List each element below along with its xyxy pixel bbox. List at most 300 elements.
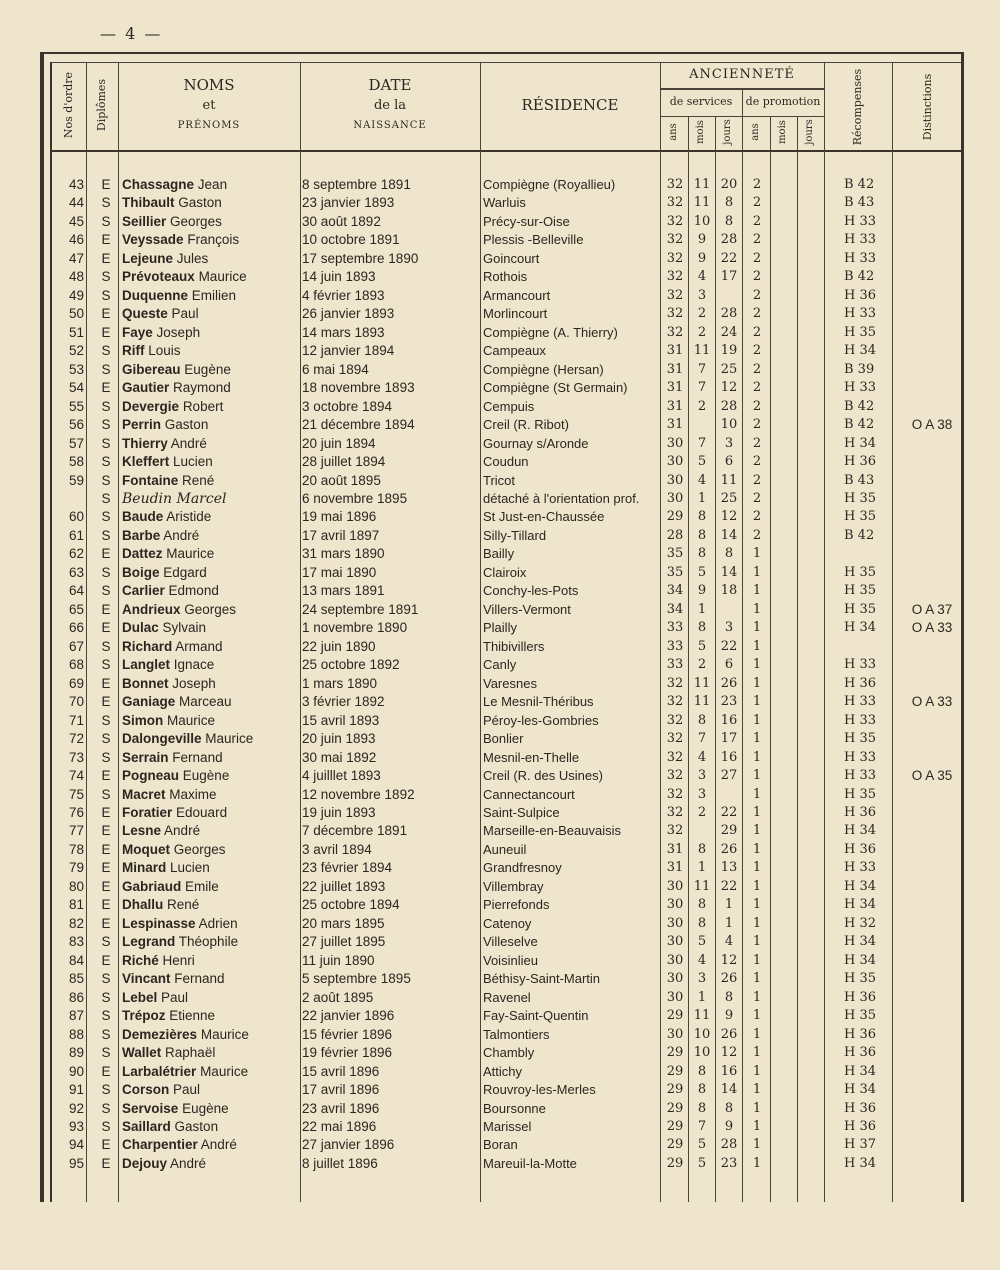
row-diplome: E (101, 306, 111, 322)
row-services-ans: 30 (666, 1026, 684, 1042)
row-surname: Dhallu (122, 897, 164, 913)
table-row (0, 490, 1000, 508)
row-firstname: André (170, 1155, 207, 1171)
row-promotion-ans: 1 (752, 1137, 762, 1153)
row-firstname: Adrien (198, 915, 238, 931)
row-promotion-ans: 1 (752, 1026, 762, 1042)
table-row (0, 767, 1000, 785)
row-promotion-ans: 1 (752, 1063, 762, 1079)
row-number: 68 (68, 657, 84, 673)
row-firstname: Georges (170, 213, 222, 229)
row-services-jours: 28 (720, 1137, 738, 1153)
row-services-mois: 2 (697, 324, 707, 340)
row-number: 59 (68, 472, 84, 488)
header-date-de-la: de la (373, 98, 407, 113)
row-surname: Pogneau (122, 768, 180, 784)
row-diplome: S (101, 583, 111, 599)
header-noms: NOMS (183, 76, 235, 94)
row-services-ans: 32 (666, 195, 684, 211)
row-residence: Marseille-en-Beauvaisis (483, 823, 621, 839)
table-row (0, 675, 1000, 693)
row-diplome: E (101, 232, 111, 248)
table-row (0, 398, 1000, 416)
row-birth-date: 11 juin 1890 (302, 952, 375, 968)
row-diplome: S (101, 417, 111, 433)
row-number: 75 (68, 786, 84, 802)
row-diplome: E (101, 841, 111, 857)
row-promotion-ans: 1 (752, 601, 762, 617)
row-services-mois: 7 (697, 380, 707, 396)
row-name (122, 859, 300, 877)
row-services-jours: 1 (724, 897, 734, 913)
row-services-mois: 5 (697, 1137, 707, 1153)
row-services-mois: 9 (697, 232, 707, 248)
row-recompense: H 33 (844, 232, 877, 248)
row-firstname: Paul (173, 1082, 201, 1098)
row-services-mois: 1 (697, 490, 707, 506)
row-services-jours: 4 (724, 934, 734, 950)
row-services-ans: 31 (666, 417, 684, 433)
row-firstname: Ignace (173, 657, 215, 673)
row-name (122, 324, 300, 342)
row-services-jours: 19 (720, 343, 738, 359)
row-promotion-ans: 1 (752, 989, 762, 1005)
header-mois-services: mois (695, 120, 706, 144)
row-number: 92 (68, 1100, 84, 1116)
row-residence: St Just-en-Chaussée (483, 509, 605, 525)
header-noms-et: et (202, 98, 216, 113)
row-surname: Andrieux (122, 601, 181, 617)
row-name (122, 601, 300, 619)
row-residence: Cannectancourt (483, 786, 575, 802)
row-services-mois: 8 (697, 1100, 707, 1116)
row-number: 56 (68, 417, 84, 433)
row-recompense: H 33 (844, 860, 877, 876)
row-recompense: H 36 (844, 287, 877, 303)
row-services-jours: 25 (720, 361, 738, 377)
row-services-jours: 8 (724, 195, 734, 211)
header-ans-services: ans (668, 123, 679, 141)
row-residence: Cempuis (483, 398, 535, 414)
row-surname: Riché (122, 952, 159, 968)
row-surname: Ganiage (122, 694, 176, 710)
row-promotion-ans: 2 (752, 361, 762, 377)
row-services-mois: 10 (693, 213, 711, 229)
row-recompense: B 42 (844, 527, 875, 543)
row-birth-date: 17 septembre 1890 (302, 250, 419, 266)
row-birth-date: 20 mars 1895 (302, 915, 385, 931)
row-services-jours: 22 (720, 250, 738, 266)
row-birth-date: 6 novembre 1895 (302, 490, 408, 506)
row-residence: Gournay s/Aronde (483, 435, 589, 451)
row-firstname: Georges (173, 841, 226, 857)
row-firstname: Maurice (167, 712, 216, 728)
table-row (0, 324, 1000, 342)
row-promotion-ans: 1 (752, 1045, 762, 1061)
row-services-mois: 2 (697, 306, 707, 322)
table-row (0, 638, 1000, 656)
row-birth-date: 3 avril 1894 (302, 841, 372, 857)
row-birth-date: 17 avril 1897 (302, 527, 380, 543)
row-residence: Bailly (483, 546, 515, 562)
row-recompense: H 36 (844, 1100, 877, 1116)
row-services-mois: 5 (697, 1155, 707, 1171)
row-services-mois: 8 (697, 841, 707, 857)
row-firstname: Jules (176, 250, 209, 266)
row-surname: Serrain (122, 749, 169, 765)
row-diplome: E (101, 1137, 111, 1153)
row-birth-date: 20 juin 1893 (302, 731, 376, 747)
header-de-services: de services (669, 95, 733, 108)
row-surname: Wallet (122, 1045, 162, 1061)
row-name (122, 398, 300, 416)
row-services-jours: 26 (720, 675, 738, 691)
header-ans-promotion: ans (750, 123, 761, 141)
row-services-ans: 28 (666, 527, 684, 543)
row-services-jours: 16 (720, 1063, 738, 1079)
row-services-ans: 32 (666, 804, 684, 820)
row-residence: Ravenel (483, 989, 531, 1005)
row-recompense: H 33 (844, 213, 877, 229)
row-surname: Legrand (122, 934, 176, 950)
row-diplome: E (101, 1155, 111, 1171)
row-surname: Dattez (122, 546, 163, 562)
row-surname: Prévoteaux (122, 269, 195, 285)
row-name (122, 878, 300, 896)
row-recompense: H 34 (844, 435, 877, 451)
row-services-jours: 16 (720, 712, 738, 728)
row-services-ans: 30 (666, 454, 684, 470)
row-firstname: Eugène (182, 1100, 229, 1116)
row-diplome: E (101, 177, 111, 192)
row-number: 70 (68, 694, 84, 710)
row-residence: Béthisy-Saint-Martin (483, 971, 601, 987)
row-firstname: Robert (182, 398, 224, 414)
row-diplome: E (101, 768, 111, 784)
row-services-mois: 8 (697, 712, 707, 728)
row-services-ans: 30 (666, 878, 684, 894)
row-promotion-ans: 1 (752, 823, 762, 839)
row-services-mois: 2 (697, 804, 707, 820)
row-birth-date: 19 mai 1896 (302, 509, 377, 525)
table-row (0, 231, 1000, 249)
row-recompense: H 35 (844, 583, 877, 599)
row-promotion-ans: 2 (752, 509, 762, 525)
row-surname: Gibereau (122, 361, 181, 377)
table-row (0, 878, 1000, 896)
row-residence: Bonlier (483, 731, 524, 747)
row-services-mois: 5 (697, 564, 707, 580)
row-promotion-ans: 1 (752, 712, 762, 728)
row-firstname: Joseph (156, 324, 201, 340)
row-diplome: S (101, 361, 111, 377)
row-services-ans: 30 (666, 934, 684, 950)
row-services-jours: 3 (724, 435, 734, 451)
row-diplome: S (101, 472, 111, 488)
row-number: 94 (68, 1137, 84, 1153)
row-birth-date: 14 mars 1893 (302, 324, 385, 340)
row-services-ans: 31 (666, 361, 684, 377)
row-number: 54 (68, 380, 84, 396)
row-services-ans: 29 (666, 509, 684, 525)
header-prenoms: PRÉNOMS (177, 120, 241, 131)
row-surname: Barbe (122, 527, 161, 543)
row-promotion-ans: 2 (752, 454, 762, 470)
row-firstname: Edmond (168, 583, 219, 599)
row-surname: Thierry (122, 435, 168, 451)
row-promotion-ans: 2 (752, 472, 762, 488)
row-services-mois: 5 (697, 454, 707, 470)
row-number: 49 (68, 287, 84, 303)
row-surname: Macret (122, 786, 166, 802)
row-promotion-ans: 1 (752, 860, 762, 876)
row-name (122, 804, 300, 822)
row-surname: Minard (122, 860, 167, 876)
row-residence: Armancourt (483, 287, 551, 303)
row-number: 65 (68, 601, 84, 617)
row-services-ans: 33 (666, 638, 684, 654)
row-services-mois: 4 (697, 472, 707, 488)
row-firstname: Maurice (205, 731, 254, 747)
row-services-ans: 32 (666, 823, 684, 839)
row-recompense: H 33 (844, 380, 877, 396)
row-birth-date: 14 juin 1893 (302, 269, 376, 285)
row-surname: Trépoz (122, 1008, 166, 1024)
row-name (122, 435, 300, 453)
row-services-ans: 34 (666, 583, 684, 599)
row-recompense: B 43 (844, 195, 875, 211)
row-surname: Devergie (122, 398, 180, 414)
row-services-mois: 8 (697, 897, 707, 913)
row-birth-date: 22 mai 1896 (302, 1118, 377, 1134)
row-services-ans: 31 (666, 380, 684, 396)
row-residence: Voisinlieu (483, 952, 538, 968)
row-diplome: E (101, 915, 111, 931)
row-diplome: S (101, 1100, 111, 1116)
row-diplome: E (101, 897, 111, 913)
row-services-ans: 29 (666, 1137, 684, 1153)
row-name (122, 786, 300, 804)
table-row (0, 508, 1000, 526)
row-surname: Duquenne (122, 287, 188, 303)
table-row (0, 749, 1000, 767)
row-number: 74 (68, 768, 84, 784)
row-firstname: Henri (162, 952, 195, 968)
row-firstname: Lucien (173, 454, 213, 470)
row-diplome: S (101, 1026, 111, 1042)
row-number: 91 (68, 1082, 84, 1098)
row-distinction: O A 35 (911, 768, 953, 784)
row-surname: Veyssade (122, 232, 184, 248)
row-birth-date: 30 août 1892 (302, 213, 381, 229)
row-services-jours: 12 (720, 509, 738, 525)
row-number: 93 (68, 1118, 84, 1134)
row-name (122, 1007, 300, 1025)
row-firstname: Maurice (200, 1063, 249, 1079)
row-surname: Seillier (122, 213, 167, 229)
header-mois-promotion: mois (777, 120, 788, 144)
row-number: 78 (68, 841, 84, 857)
row-promotion-ans: 1 (752, 934, 762, 950)
row-name (122, 582, 300, 600)
row-recompense: H 34 (844, 1063, 877, 1079)
row-number: 86 (68, 989, 84, 1005)
row-services-jours: 6 (724, 657, 734, 673)
row-residence: Boran (483, 1137, 518, 1153)
row-recompense: H 33 (844, 250, 877, 266)
row-surname: Lespinasse (122, 915, 196, 931)
row-promotion-ans: 2 (752, 324, 762, 340)
row-recompense: H 35 (844, 490, 877, 506)
row-services-mois: 8 (697, 620, 707, 636)
row-number: 48 (68, 269, 84, 285)
row-birth-date: 22 juillet 1893 (302, 878, 386, 894)
row-birth-date: 21 décembre 1894 (302, 417, 415, 433)
anciennete-sub-rule (660, 116, 824, 117)
row-surname: Gautier (122, 380, 170, 396)
row-residence: Compiègne (Royallieu) (483, 177, 616, 192)
row-birth-date: 20 juin 1894 (302, 435, 376, 451)
row-recompense: H 33 (844, 712, 877, 728)
row-services-jours: 26 (720, 971, 738, 987)
row-diplome: S (101, 971, 111, 987)
row-birth-date: 4 février 1893 (302, 287, 385, 303)
row-recompense: H 34 (844, 343, 877, 359)
table-row (0, 1081, 1000, 1099)
row-surname: Dejouy (122, 1155, 168, 1171)
header-de-promotion: de promotion (745, 95, 821, 108)
row-name (122, 231, 300, 249)
row-name (122, 933, 300, 951)
row-name (122, 545, 300, 563)
row-diplome: S (101, 712, 111, 728)
row-firstname: Georges (184, 601, 237, 617)
row-surname: Vincant (122, 971, 171, 987)
row-birth-date: 13 mars 1891 (302, 583, 385, 599)
header-jours-promotion: jours (804, 119, 815, 145)
row-diplome: S (101, 454, 111, 470)
row-services-jours: 12 (720, 380, 738, 396)
row-name (122, 453, 300, 471)
row-firstname: Gaston (178, 195, 222, 211)
row-name (122, 379, 300, 397)
row-promotion-ans: 2 (752, 177, 762, 192)
row-number: 64 (68, 583, 84, 599)
row-services-jours: 9 (724, 1118, 734, 1134)
row-recompense: H 35 (844, 564, 877, 580)
row-firstname: Louis (148, 343, 181, 359)
row-services-ans: 29 (666, 1100, 684, 1116)
row-services-mois: 1 (697, 601, 707, 617)
row-number: 83 (68, 934, 84, 950)
row-name (122, 1026, 300, 1044)
row-recompense: H 35 (844, 1008, 877, 1024)
row-promotion-ans: 1 (752, 583, 762, 599)
row-birth-date: 23 janvier 1893 (302, 195, 395, 211)
row-firstname: Fernand (174, 971, 225, 987)
row-birth-date: 25 octobre 1892 (302, 657, 400, 673)
row-surname: Richard (122, 638, 173, 654)
row-number: 67 (68, 638, 84, 654)
row-number: 51 (68, 324, 84, 340)
table-row (0, 305, 1000, 323)
row-firstname: Gaston (174, 1118, 219, 1134)
table-row (0, 582, 1000, 600)
row-services-jours: 28 (720, 398, 738, 414)
row-services-mois: 3 (697, 768, 707, 784)
row-residence: Goincourt (483, 250, 540, 266)
row-diplome: S (101, 527, 111, 543)
row-promotion-ans: 1 (752, 1082, 762, 1098)
row-surname: Kleffert (122, 454, 170, 470)
row-surname: Fontaine (122, 472, 179, 488)
row-services-jours: 14 (720, 564, 738, 580)
row-services-mois: 2 (697, 398, 707, 414)
row-services-jours: 17 (720, 269, 738, 285)
row-birth-date: 26 janvier 1893 (302, 306, 395, 322)
row-firstname: Emilien (191, 287, 237, 303)
row-services-ans: 30 (666, 472, 684, 488)
row-surname: Chassagne (122, 177, 195, 192)
row-birth-date: 7 décembre 1891 (302, 823, 408, 839)
row-birth-date: 30 mai 1892 (302, 749, 377, 765)
row-diplome: S (101, 509, 111, 525)
row-name (122, 749, 300, 767)
table-row (0, 970, 1000, 988)
row-diplome: S (101, 213, 111, 229)
row-services-ans: 32 (666, 232, 684, 248)
row-name (122, 896, 300, 914)
row-name (122, 213, 300, 231)
row-diplome: S (101, 195, 111, 211)
row-firstname: André (200, 1137, 237, 1153)
row-residence: Mareuil-la-Motte (483, 1155, 577, 1171)
row-recompense: H 34 (844, 952, 877, 968)
row-services-jours: 29 (720, 823, 738, 839)
row-birth-date: 4 juilllet 1893 (302, 768, 381, 784)
row-services-mois: 3 (697, 971, 707, 987)
row-residence: Morlincourt (483, 306, 548, 322)
row-surname: Simon (122, 712, 164, 728)
row-services-ans: 33 (666, 620, 684, 636)
row-surname: Gabriaud (122, 878, 182, 894)
row-recompense: H 34 (844, 823, 877, 839)
row-services-jours: 20 (720, 177, 738, 192)
row-number: 88 (68, 1026, 84, 1042)
row-promotion-ans: 1 (752, 731, 762, 747)
row-birth-date: 22 juin 1890 (302, 638, 376, 654)
row-firstname: Aristide (166, 509, 212, 525)
row-birth-date: 12 janvier 1894 (302, 343, 395, 359)
row-birth-date: 19 juin 1893 (302, 804, 376, 820)
row-services-ans: 32 (666, 675, 684, 691)
row-residence: Villeselve (483, 934, 538, 950)
row-recompense: H 34 (844, 878, 877, 894)
row-firstname: André (163, 527, 200, 543)
row-surname: Demezières (122, 1026, 198, 1042)
row-name (122, 472, 300, 490)
row-firstname: Etienne (169, 1008, 216, 1024)
row-name (122, 490, 300, 508)
row-residence: Varesnes (483, 675, 537, 691)
row-services-jours: 24 (720, 324, 738, 340)
row-name (122, 822, 300, 840)
table-row (0, 379, 1000, 397)
row-name (122, 1118, 300, 1136)
row-residence: Conchy-les-Pots (483, 583, 579, 599)
row-distinction: O A 37 (911, 601, 953, 617)
row-number: 66 (68, 620, 84, 636)
